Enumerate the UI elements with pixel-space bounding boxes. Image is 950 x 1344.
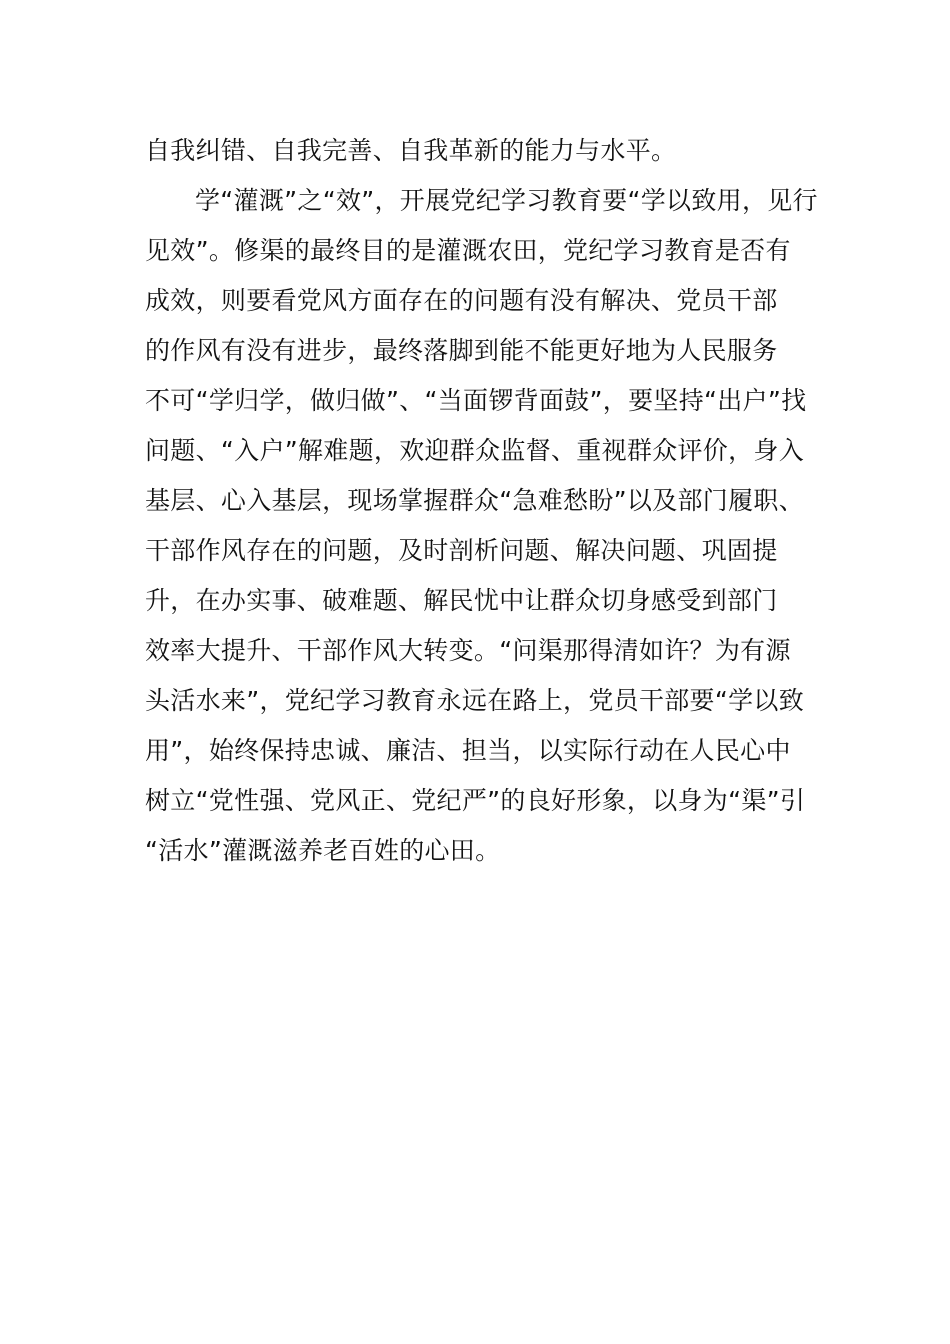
text-line: 问题、“入户”解难题，欢迎群众监督、重视群众评价，身入 [145, 436, 805, 465]
paragraph-first-line: 学“灌溉”之“效”，开展党纪学习教育要“学以致用，见行 [195, 186, 818, 215]
body-text [145, 126, 818, 876]
text-line: 的作风有没有进步，最终落脚到能不能更好地为人民服务 [145, 336, 778, 365]
text-line: 升，在办实事、破难题、解民忧中让群众切身感受到部门 [145, 586, 778, 615]
text-line: 不可“学归学，做归做”、“当面锣背面鼓”，要坚持“出户”找 [145, 386, 807, 415]
text-line: 基层、心入基层，现场掌握群众“急难愁盼”以及部门履职、 [145, 486, 805, 515]
text-line: 见效”。修渠的最终目的是灌溉农田，党纪学习教育是否有 [145, 236, 791, 265]
text-line: 成效，则要看党风方面存在的问题有没有解决、党员干部 [145, 286, 778, 315]
text-line: “活水”灌溉滋养老百姓的心田。 [145, 836, 501, 865]
text-line: 树立“党性强、党风正、党纪严”的良好形象，以身为“渠”引 [145, 786, 806, 815]
text-line: 用”，始终保持忠诚、廉洁、担当，以实际行动在人民心中 [145, 736, 791, 765]
text-line: 头活水来”，党纪学习教育永远在路上，党员干部要“学以致 [145, 686, 805, 715]
text-line: 效率大提升、干部作风大转变。“问渠那得清如许？为有源 [145, 636, 791, 665]
text-line: 干部作风存在的问题，及时剖析问题、解决问题、巩固提 [145, 536, 778, 565]
text-line: 自我纠错、自我完善、自我革新的能力与水平。 [145, 136, 677, 165]
